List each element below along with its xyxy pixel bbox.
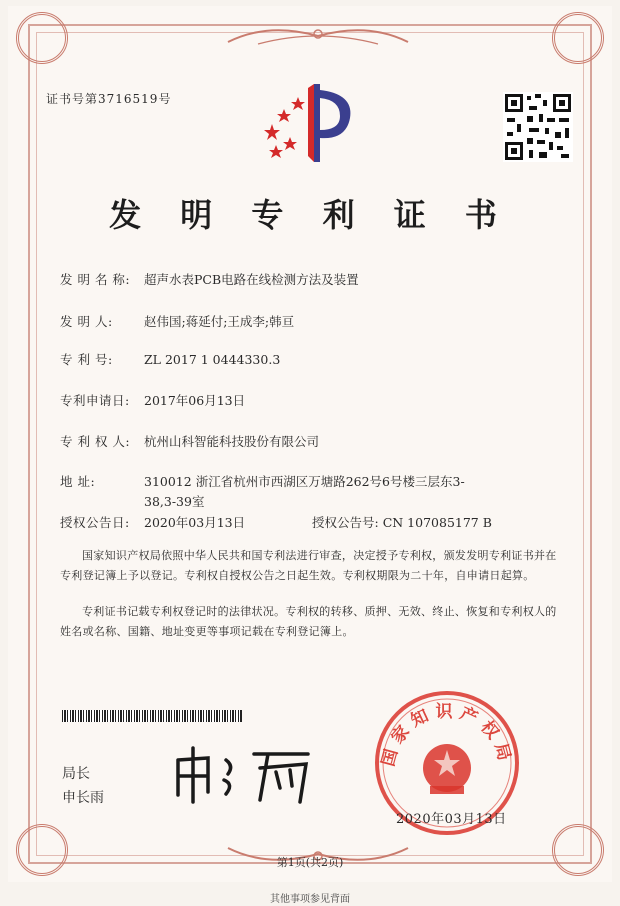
inventor-row: [60, 312, 294, 332]
patent-number-label: 专 利 号:: [60, 352, 113, 367]
address-value: 310012 浙江省杭州市西湖区万塘路262号6号楼三层东3-38,3-39室: [144, 474, 465, 509]
grant-number-label: 授权公告号:: [312, 515, 379, 530]
grant-date-label: 授权公告日:: [60, 515, 130, 530]
page-number: 第1页(共2页): [276, 856, 344, 869]
director-signature: [168, 740, 318, 810]
patentee-value: 杭州山科智能科技股份有限公司: [144, 434, 320, 449]
corner-ornament: [16, 12, 68, 64]
patentee-label: 专 利 权 人:: [60, 434, 131, 449]
grant-date-row: [60, 513, 245, 533]
certificate-title: 发 明 专 利 证 书: [109, 196, 511, 234]
qr-code-icon: [503, 92, 573, 162]
statement-paragraph: 国家知识产权局依照中华人民共和国专利法进行审查，决定授予专利权，颁发发明专利证书并在专利登记簿上予以登记。专利权自授权公告之日起生效。专利权期限为二十年，自申请日起算。: [60, 549, 557, 582]
grant-number-value: CN 107085177 B: [382, 515, 492, 530]
certificate-number: 证书号第3716519号: [46, 92, 172, 106]
filing-date-label: 专利申请日:: [60, 393, 130, 408]
patent-number-value: ZL 2017 1 0444330.3: [144, 352, 281, 367]
legal-status-paragraph: 专利证书记载专利权登记时的法律状况。专利权的转移、质押、无效、终止、恢复和专利权人的姓名或名称、国籍、地址变更等事项记载在专利登记簿上。: [60, 605, 557, 638]
grant-number-row: [312, 513, 492, 533]
director-name: 申长雨: [62, 790, 104, 806]
inventor-value: 赵伟国;蒋延付;王成李;韩亘: [144, 314, 295, 329]
address-label: 地 址:: [60, 474, 96, 489]
inventor-label: 发 明 人:: [60, 314, 113, 329]
patent-number-row: [60, 350, 280, 370]
invention-name-row: [60, 270, 359, 290]
cnipa-logo-icon: [262, 78, 362, 168]
footer-note: 其他事项参见背面: [270, 894, 350, 905]
address-row: [60, 472, 500, 512]
invention-name-value: 超声水表PCB电路在线检测方法及装置: [144, 272, 359, 287]
patentee-row: [60, 432, 319, 452]
grant-date-value: 2020年03月13日: [144, 515, 246, 530]
director-block: [62, 762, 104, 810]
seal-date: 2020年03月13日: [396, 812, 507, 827]
filing-date-row: [60, 391, 245, 411]
top-ornament: [218, 22, 418, 50]
corner-ornament: [552, 12, 604, 64]
seal-text: 国家知识产权局: [378, 702, 516, 769]
director-title: 局长: [62, 766, 90, 782]
barcode-icon: [62, 710, 242, 722]
invention-name-label: 发 明 名 称:: [60, 272, 131, 287]
filing-date-value: 2017年06月13日: [144, 393, 246, 408]
